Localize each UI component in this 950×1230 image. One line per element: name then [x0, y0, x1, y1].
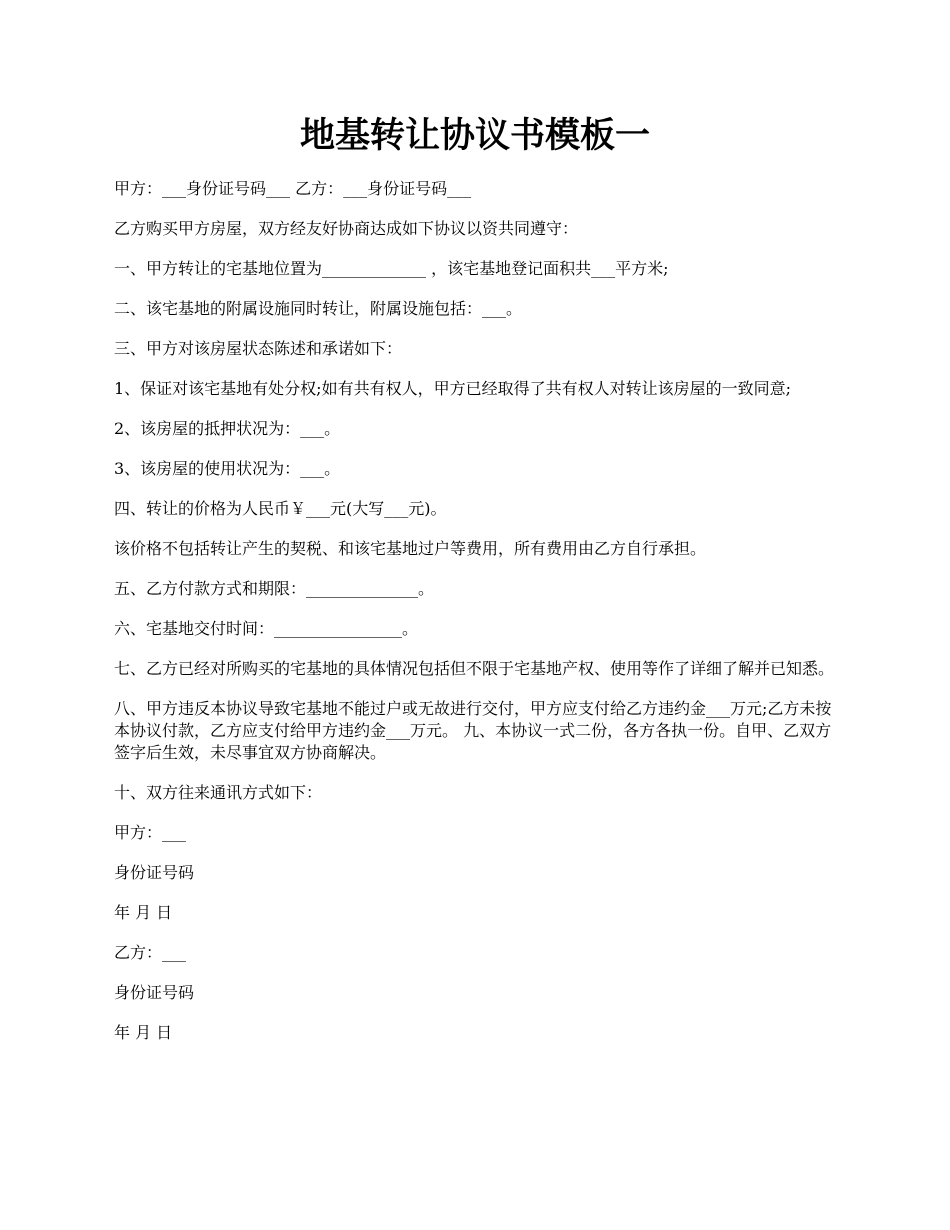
party-b-signature: 乙方：___ — [114, 943, 187, 962]
clause-4-fees-note: 该价格不包括转让产生的契税、和该宅基地过户等费用，所有费用由乙方自行承担。 — [114, 539, 707, 558]
clause-3-item-2: 2、该房屋的抵押状况为：___。 — [114, 419, 341, 438]
clause-7-acknowledgement: 七、乙方已经对所购买的宅基地的具体情况包括但不限于宅基地产权、使用等作了详细了解并已知悉。 — [114, 659, 835, 678]
clause-1-location: 一、甲方转让的宅基地位置为_____________ ，该宅基地登记面积共___平方米; — [114, 259, 669, 278]
party-b-id: 身份证号码 — [114, 983, 195, 1002]
party-a-date: 年 月 日 — [114, 903, 173, 922]
document-title: 地基转让协议书模板一 — [299, 115, 650, 156]
clause-5-payment: 五、乙方付款方式和期限：______________。 — [114, 579, 435, 598]
clause-2-facilities: 二、该宅基地的附属设施同时转让，附属设施包括：___。 — [114, 299, 523, 318]
party-b-date: 年 月 日 — [114, 1023, 173, 1042]
document-body — [114, 178, 840, 1062]
parties-line: 甲方：___身份证号码___ 乙方：___身份证号码___ — [114, 179, 472, 198]
clause-4-price: 四、转让的价格为人民币￥___元(大写___元)。 — [114, 499, 447, 518]
clause-10-contact: 十、双方往来通讯方式如下： — [114, 783, 323, 802]
party-a-id: 身份证号码 — [114, 863, 195, 882]
clause-3-item-3: 3、该房屋的使用状况为：___。 — [114, 459, 341, 478]
clause-8-9-breach-copies: 八、甲方违反本协议导致宅基地不能过户或无故进行交付，甲方应支付给乙方违约金___万元;乙方未按本协议付款，乙方应支付给甲方违约金___万元。 九、本协议一式二份，各方各执一份。自甲、乙双方签字后生效，未尽事宜双方协商解决。 — [114, 699, 832, 762]
clause-3-item-1: 1、保证对该宅基地有处分权;如有共有权人，甲方已经取得了共有权人对转让该房屋的一致同意; — [114, 379, 791, 398]
party-a-signature: 甲方：___ — [114, 823, 187, 842]
clause-3-heading: 三、甲方对该房屋状态陈述和承诺如下： — [114, 339, 403, 358]
clause-6-delivery: 六、宅基地交付时间：________________。 — [114, 619, 419, 638]
preamble: 乙方购买甲方房屋，双方经友好协商达成如下协议以资共同遵守： — [114, 219, 579, 238]
